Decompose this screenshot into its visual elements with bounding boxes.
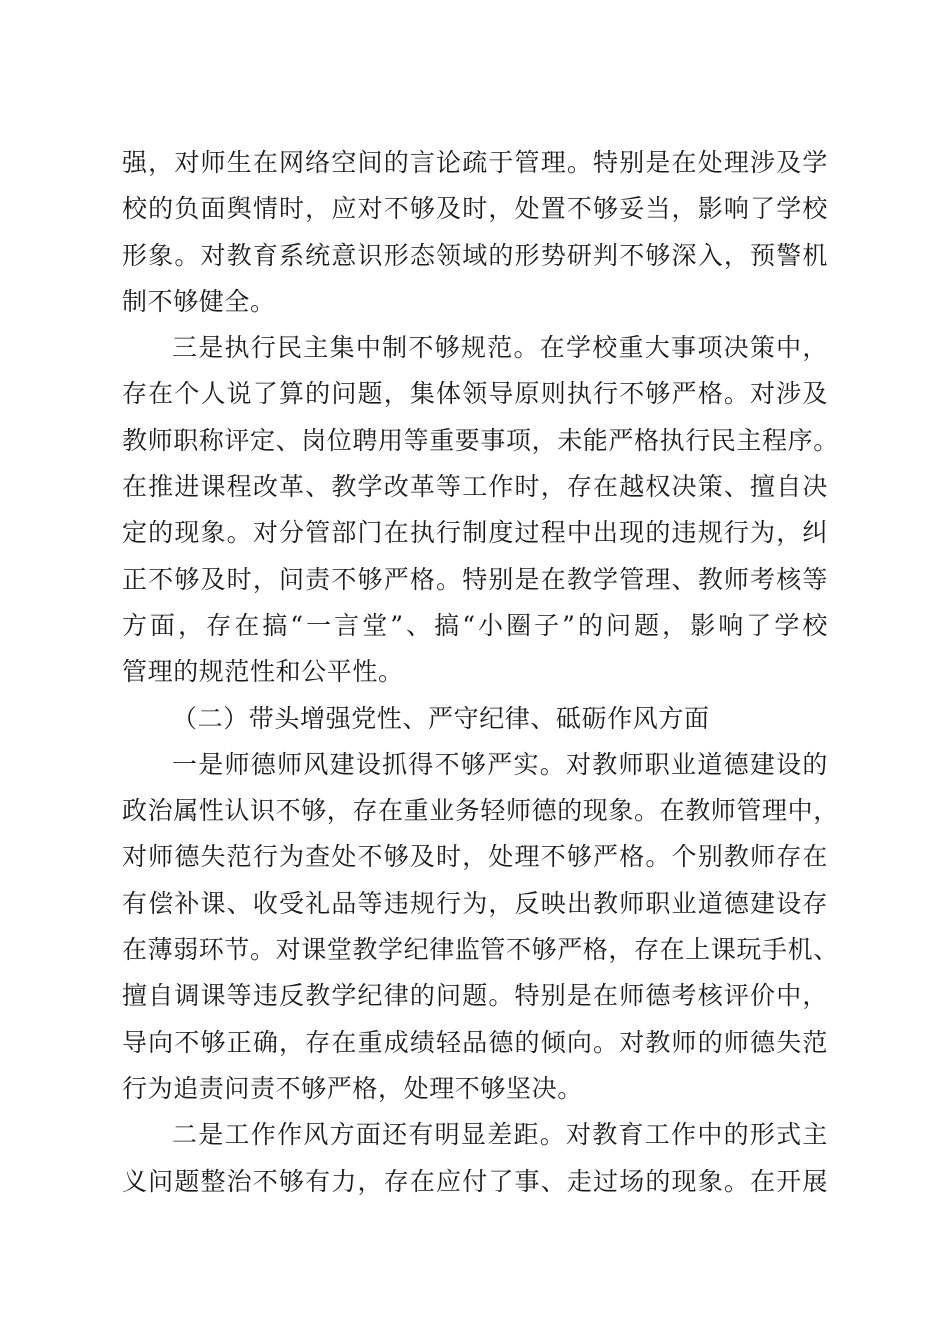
text-line: 义问题整治不够有力，存在应付了事、走过场的现象。在开展 [122,1166,828,1196]
text-line: 管理的规范性和公平性。 [122,657,404,687]
text-line: 政治属性认识不够，存在重业务轻师德的现象。在教师管理中， [122,796,839,826]
text-line: 教师职称评定、岗位聘用等重要事项，未能严格执行民主程序。 [122,425,839,455]
text-line: 三是执行民主集中制不够规范。在学校重大事项决策中， [172,333,828,363]
text-line: 形象。对教育系统意识形态领域的形势研判不够深入，预警机 [122,240,828,270]
paragraph-previous-tail [122,140,828,325]
text-line: 在推进课程改革、教学改革等工作时，存在越权决策、擅自决 [122,472,828,502]
paragraph-er-work-style [122,1112,828,1205]
text-line: 对师德失范行为查处不够及时，处理不够严格。个别教师存在 [122,842,828,872]
text-line: 存在个人说了算的问题，集体领导原则执行不够严格。对涉及 [122,379,828,409]
text-line: 在薄弱环节。对课堂教学纪律监管不够严格，存在上课玩手机、 [122,935,839,965]
text-line: 强，对师生在网络空间的言论疏于管理。特别是在处理涉及学 [122,148,828,177]
text-line: 擅自调课等违反教学纪律的问题。特别是在师德考核评价中， [122,981,828,1011]
text-line: 导向不够正确，存在重成绩轻品德的倾向。对教师的师德失范 [122,1027,828,1057]
text-line: 有偿补课、收受礼品等违规行为，反映出教师职业道德建设存 [122,888,828,918]
text-line: 一是师德师风建设抓得不够严实。对教师职业道德建设的 [172,749,828,779]
paragraph-san-democratic-centralism [122,325,839,695]
text-line: 行为追责问责不够严格，处理不够坚决。 [122,1073,583,1103]
text-line: 制不够健全。 [122,286,276,316]
paragraph-yi-teacher-ethics [122,742,839,1112]
text-line: 定的现象。对分管部门在执行制度过程中出现的违规行为，纠 [122,518,828,548]
section-heading [122,696,828,742]
document-body [122,140,839,1205]
text-line: 二是工作作风方面还有明显差距。对教育工作中的形式主 [172,1120,828,1150]
text-line: 方面，存在搞“一言堂”、搞“小圈子”的问题，影响了学校 [122,610,828,640]
text-line: 校的负面舆情时，应对不够及时，处置不够妥当，影响了学校 [122,194,828,224]
heading-line: （二）带头增强党性、严守纪律、砥砺作风方面 [172,703,710,733]
text-line: 正不够及时，问责不够严格。特别是在教学管理、教师考核等 [122,564,828,594]
